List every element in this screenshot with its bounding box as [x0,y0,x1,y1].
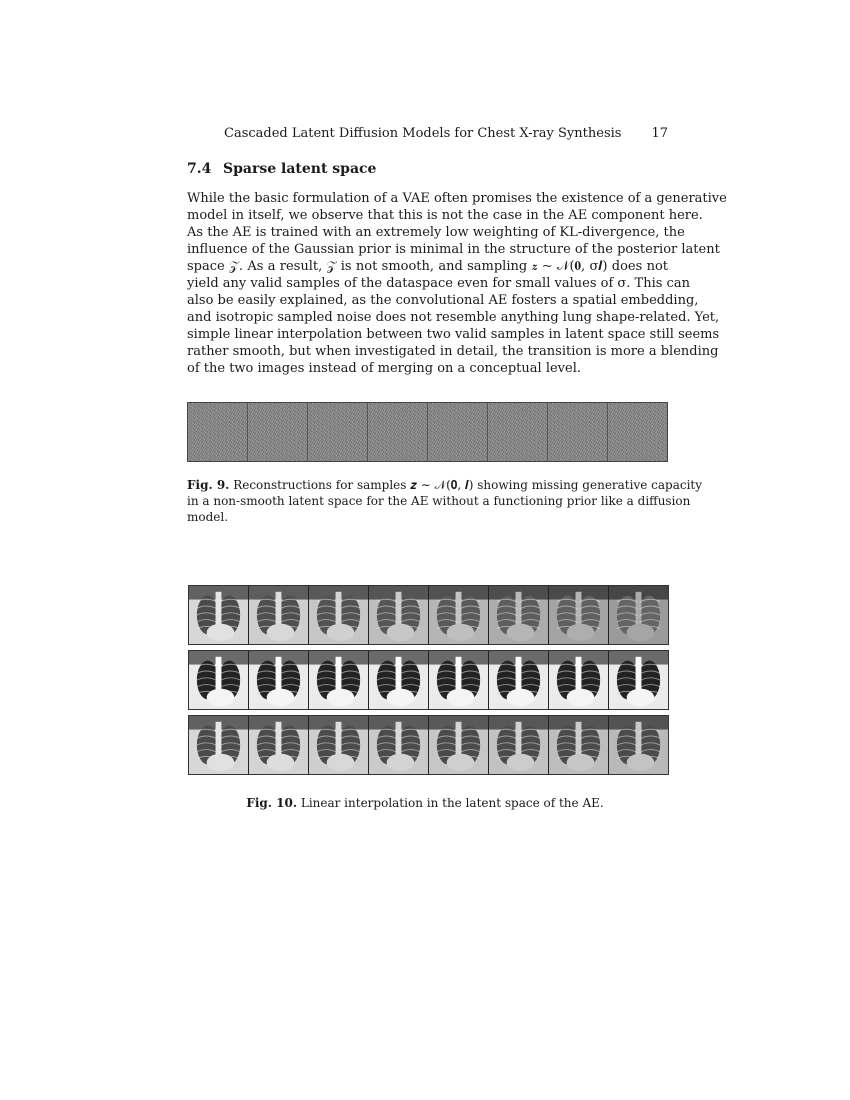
caption-line: model. [187,510,229,524]
noise-sample-image [368,403,428,461]
paragraph-line: of the two images instead of merging on a conceptual level. [187,361,581,376]
section-title: Sparse latent space [223,161,377,177]
xray-image [429,586,489,644]
noise-sample-image [308,403,368,461]
figure9-noise-samples [187,402,668,462]
figure9-label: Fig. 9. [187,478,230,492]
xray-image [309,716,369,774]
page-number: 17 [651,126,668,141]
noise-sample-image [248,403,308,461]
xray-image [609,716,668,774]
paragraph-line: rather smooth, but when investigated in detail, the transition is more a blending [187,344,719,359]
paragraph-line: model in itself, we observe that this is not the case in the AE component here. [187,208,703,223]
xray-image [609,586,668,644]
xray-image [369,586,429,644]
section-heading [187,161,376,177]
paragraph-line: As the AE is trained with an extremely low weighting of KL-divergence, the [187,225,685,240]
figure10-interpolation-row [188,585,669,645]
xray-image [189,586,249,644]
xray-image [489,716,549,774]
figure9-caption [187,477,703,525]
noise-sample-image [488,403,548,461]
xray-image [309,586,369,644]
paragraph-line: and isotropic sampled noise does not resemble anything lung shape-related. Yet, [187,310,720,325]
xray-image [489,651,549,709]
xray-image [309,651,369,709]
xray-image [549,586,609,644]
noise-sample-image [608,403,667,461]
body-paragraph [187,190,727,377]
paragraph-line: yield any valid samples of the dataspace even for small values of σ. This can [187,276,690,291]
xray-image [549,651,609,709]
xray-image [609,651,668,709]
figure10-caption [0,795,850,811]
figure10-caption-text: Linear interpolation in the latent space of the AE. [300,796,604,810]
figure10-label: Fig. 10. [246,796,298,810]
paragraph-line: simple linear interpolation between two valid samples in latent space still seems [187,327,720,342]
noise-sample-image [428,403,488,461]
caption-line: in a non-smooth latent space for the AE without a functioning prior like a diffusion [187,494,691,508]
xray-image [189,716,249,774]
paragraph-line: influence of the Gaussian prior is minimal in the structure of the posterior latent [187,242,720,257]
paragraph-line: While the basic formulation of a VAE often promises the existence of a generative [187,191,727,206]
xray-image [429,651,489,709]
section-number: 7.4 [187,161,212,177]
xray-image [429,716,489,774]
running-title: Cascaded Latent Diffusion Models for Chest X-ray Synthesis [224,126,622,141]
noise-sample-image [548,403,608,461]
paragraph-line: space 𝒵. As a result, 𝒵 is not smooth, and sampling 𝒛 ∼ 𝒩(𝟎, σ𝑰) does not [187,259,668,274]
xray-image [249,716,309,774]
xray-image [249,586,309,644]
running-header [187,126,668,144]
caption-line: Reconstructions for samples 𝒛 ∼ 𝒩(𝟎, 𝑰) showing missing generative capacity [233,478,703,492]
figure10-interpolation-row [188,650,669,710]
xray-image [189,651,249,709]
xray-image [549,716,609,774]
xray-image [369,651,429,709]
paragraph-line: also be easily explained, as the convolutional AE fosters a spatial embedding, [187,293,699,308]
figure10-interpolation-row [188,715,669,775]
xray-image [249,651,309,709]
xray-image [369,716,429,774]
xray-image [489,586,549,644]
noise-sample-image [188,403,248,461]
